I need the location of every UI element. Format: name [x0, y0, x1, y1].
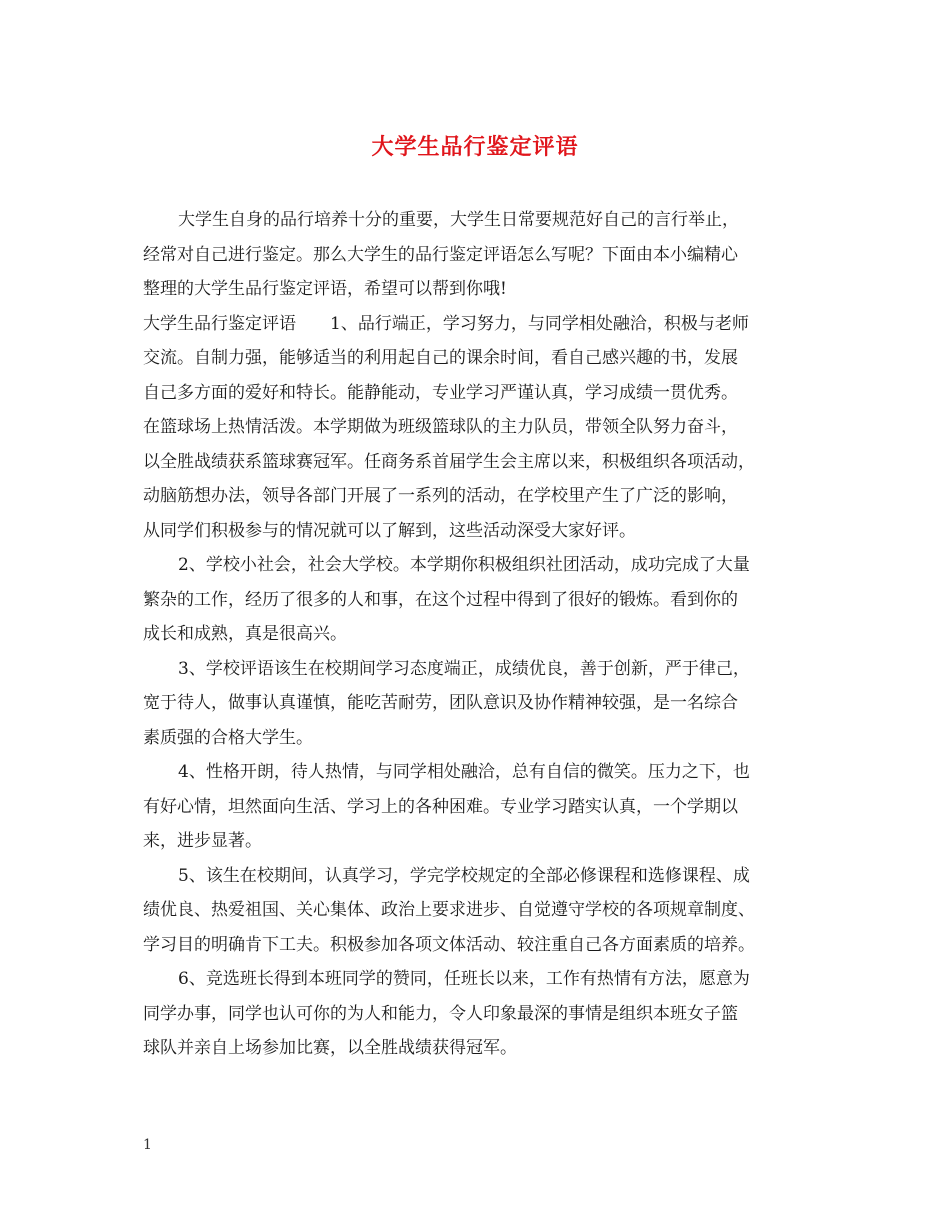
body-line: 以全胜战绩获系篮球赛冠军。任商务系首届学生会主席以来，积极组织各项活动， [143, 451, 755, 472]
body-line: 3、学校评语该生在校期间学习态度端正，成绩优良，善于创新，严于律己， [178, 658, 750, 679]
body-line: 自己多方面的爱好和特长。能静能动，专业学习严谨认真，学习成绩一贯优秀。 [143, 382, 738, 403]
body-line: 学习目的明确肯下工夫。积极参加各项文体活动、较注重自己各方面素质的培养。 [143, 934, 755, 955]
body-line: 有好心情，坦然面向生活、学习上的各种困难。专业学习踏实认真，一个学期以 [143, 796, 738, 817]
body-line: 繁杂的工作，经历了很多的人和事，在这个过程中得到了很好的锻炼。看到你的 [143, 589, 738, 610]
body-line: 素质强的合格大学生。 [143, 727, 313, 748]
body-line: 同学办事，同学也认可你的为人和能力，令人印象最深的事情是组织本班女子篮 [143, 1003, 738, 1024]
page-number: 1 [143, 1137, 152, 1153]
body-line: 动脑筋想办法，领导各部门开展了一系列的活动，在学校里产生了广泛的影响， [143, 486, 738, 506]
body-line: 来，进步显著。 [143, 831, 262, 851]
body-line: 在篮球场上热情活泼。本学期做为班级篮球队的主力队员，带领全队努力奋斗， [143, 417, 738, 437]
body-line: 2、学校小社会，社会大学校。本学期你积极组织社团活动，成功完成了大量 [178, 555, 750, 575]
body-line: 经常对自己进行鉴定。那么大学生的品行鉴定评语怎么写呢？下面由本小编精心 [143, 244, 738, 265]
body-line: 大学生品行鉴定评语 1、品行端正，学习努力，与同学相处融洽，积极与老师 [143, 313, 749, 334]
body-line: 大学生自身的品行培养十分的重要，大学生日常要规范好自己的言行举止， [178, 210, 739, 230]
body-line: 4、性格开朗，待人热情，与同学相处融洽，总有自信的微笑。压力之下，也 [178, 762, 750, 782]
body-line: 整理的大学生品行鉴定评语，希望可以帮到你哦! [143, 279, 507, 299]
body-line: 交流。自制力强，能够适当的利用起自己的课余时间，看自己感兴趣的书，发展 [143, 348, 738, 368]
body-line: 绩优良、热爱祖国、关心集体、政治上要求进步、自觉遵守学校的各项规章制度、 [143, 900, 755, 920]
body-line: 从同学们积极参与的情况就可以了解到，这些活动深受大家好评。 [143, 520, 636, 541]
document-body [143, 203, 823, 1066]
document-title: 大学生品行鉴定评语 [371, 134, 579, 160]
body-line: 5、该生在校期间，认真学习，学完学校规定的全部必修课程和选修课程、成 [178, 865, 750, 886]
body-line: 成长和成熟，真是很高兴。 [143, 624, 347, 644]
body-line: 6、竞选班长得到本班同学的赞同，任班长以来，工作有热情有方法，愿意为 [178, 969, 750, 989]
body-line: 球队并亲自上场参加比赛，以全胜战绩获得冠军。 [143, 1038, 517, 1058]
body-line: 宽于待人，做事认真谨慎，能吃苦耐劳，团队意识及协作精神较强，是一名综合 [143, 693, 738, 713]
